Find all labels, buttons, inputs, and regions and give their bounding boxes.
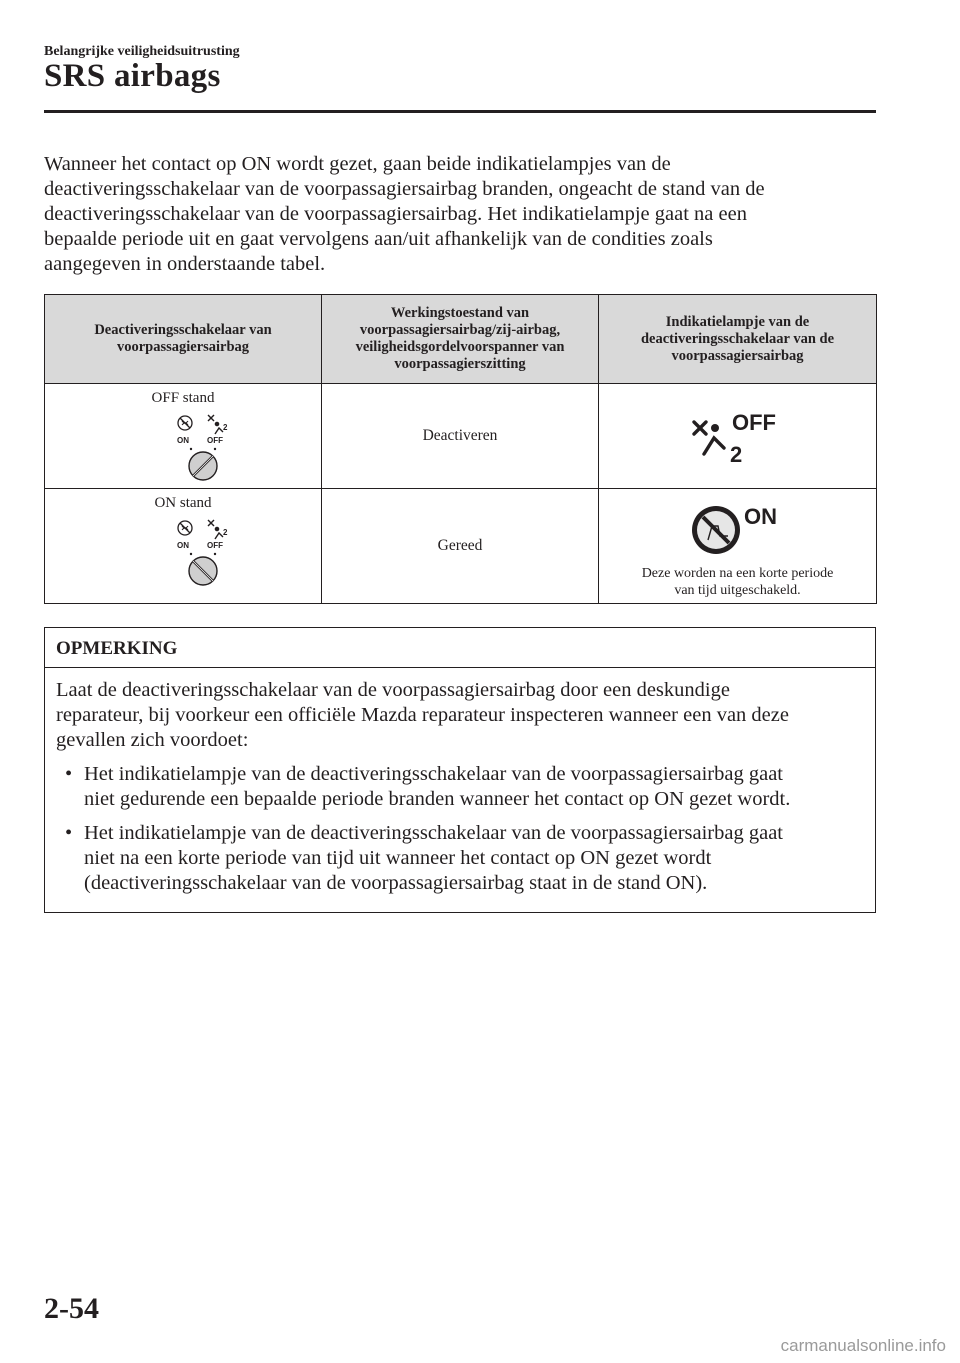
intro-line: deactiveringsschakelaar van de voorpassagiersairbag. Het indikatielampje gaat na een (44, 203, 747, 225)
note-bullet: • Het indikatielampje van de deactiveringsschakelaar van de voorpassagiersairbag gaat niet na een korte periode van tijd uit wanneer het contact op ON gezet wordt (deactiveringsschakelaar van de voorpassagiersairbag staat in de stand ON). (65, 822, 783, 894)
note-line: Laat de deactiveringsschakelaar van de voorpassagiersairbag door een deskundige (56, 679, 730, 701)
status-cell: Gereed (322, 489, 599, 604)
header-operation-state: Werkingstoestand van voorpassagiersairbag/zij-airbag, veiligheidsgordelvoorspanner van voorpassagierszitting (322, 295, 599, 384)
status-cell: Deactiveren (322, 384, 599, 489)
page-number: 2-54 (44, 1292, 99, 1325)
switch-state-label: ON stand (154, 495, 212, 511)
note-title: OPMERKING (45, 628, 875, 668)
indicator-text: OFF (731, 409, 776, 435)
svg-text:OFF: OFF (207, 436, 223, 445)
table-row (45, 489, 877, 604)
note-bullet: • Het indikatielampje van de deactiveringsschakelaar van de voorpassagiersairbag gaat niet gedurende een bepaalde periode branden wanneer het contact op ON gezet wordt. (65, 763, 791, 810)
intro-line: deactiveringsschakelaar van de voorpassagiersairbag branden, ongeacht de stand van de (44, 178, 765, 200)
bullet-dot-icon: • (65, 822, 73, 844)
note-body (45, 668, 875, 896)
indicator-number: 2 (729, 441, 742, 466)
page-title: SRS airbags (44, 58, 221, 94)
indicator-cell (599, 384, 877, 489)
note-line: gevallen zich voordoet: (56, 729, 249, 751)
header-switch: Deactiveringsschakelaar van voorpassagiersairbag (45, 295, 322, 384)
indicator-note: Deze worden na een korte periode van tijd uitgeschakeld. (641, 565, 834, 598)
status-table (44, 294, 877, 604)
table-header-row (45, 295, 877, 384)
intro-paragraph (44, 152, 876, 277)
airbag-on-indicator-icon (688, 500, 788, 558)
key-switch-on-icon (155, 519, 255, 587)
indicator-text: ON (743, 503, 777, 529)
title-rule (44, 110, 876, 113)
airbag-off-indicator-icon (688, 402, 788, 466)
switch-cell (45, 489, 322, 604)
svg-text:2: 2 (223, 528, 228, 537)
svg-text:2: 2 (223, 423, 228, 432)
svg-text:ON: ON (177, 541, 189, 550)
section-label: Belangrijke veiligheidsuitrusting (44, 44, 240, 59)
watermark: carmanualsonline.info (780, 1336, 946, 1355)
intro-line: bepaalde periode uit en gaat vervolgens aan/uit afhankelijk van de condities zoals (44, 228, 713, 250)
note-box (44, 627, 876, 913)
switch-state-label: OFF stand (151, 390, 215, 406)
switch-cell (45, 384, 322, 489)
intro-line: Wanneer het contact op ON wordt gezet, gaan beide indikatielampjes van de (44, 153, 671, 175)
svg-text:OFF: OFF (207, 541, 223, 550)
svg-text:ON: ON (177, 436, 189, 445)
key-switch-off-icon (155, 414, 255, 482)
header-indicator: Indikatielampje van de deactiveringsschakelaar van de voorpassagiersairbag (599, 295, 877, 384)
indicator-cell (599, 489, 877, 604)
note-line: reparateur, bij voorkeur een officiële Mazda reparateur inspecteren wanneer een van deze (56, 704, 789, 726)
intro-line: aangegeven in onderstaande tabel. (44, 253, 326, 275)
bullet-dot-icon: • (65, 763, 73, 785)
table-row (45, 384, 877, 489)
